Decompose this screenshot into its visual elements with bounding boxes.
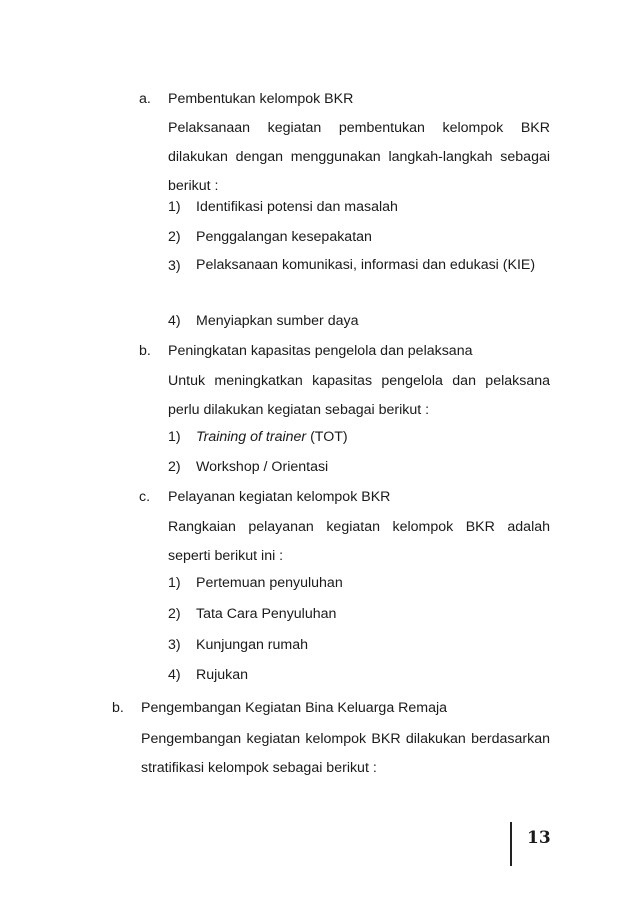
list-item-number: 2) (168, 459, 181, 475)
list-item: Tata Cara Penyuluhan (196, 606, 337, 622)
list-item: Identifikasi potensi dan masalah (196, 199, 398, 215)
section-a-title: Pembentukan kelompok BKR (168, 91, 354, 107)
section-a-marker: a. (139, 91, 151, 107)
list-item-number: 1) (168, 575, 181, 591)
section-b-marker: b. (139, 343, 151, 359)
list-item-italic: Training of trainer (196, 429, 307, 445)
list-item (196, 428, 348, 446)
list-item-rest: (TOT) (306, 429, 348, 445)
main-section-b-paragraph: Pengembangan kegiatan kelompok BKR dilakukan berdasarkan stratifikasi kelompok sebagai berikut : (141, 731, 550, 776)
section-b-paragraph: Untuk meningkatkan kapasitas pengelola dan pelaksana perlu dilakukan kegiatan sebagai berikut : (168, 373, 550, 418)
list-item: Kunjungan rumah (196, 637, 309, 653)
list-item-number: 2) (168, 606, 181, 622)
list-item: Workshop / Orientasi (196, 459, 329, 475)
list-item: Penggalangan kesepakatan (196, 229, 372, 245)
page-number: 13 (527, 828, 551, 848)
list-item: Pelaksanaan komunikasi, informasi dan edukasi (KIE) (196, 257, 536, 273)
page-number-divider (510, 822, 512, 866)
list-item-number: 1) (168, 429, 181, 445)
main-section-b-title: Pengembangan Kegiatan Bina Keluarga Remaja (141, 700, 448, 716)
section-b-title: Peningkatan kapasitas pengelola dan pelaksana (168, 343, 473, 359)
section-a-paragraph: Pelaksanaan kegiatan pembentukan kelompok BKR dilakukan dengan menggunakan langkah-langkah sebagai berikut : (168, 120, 550, 194)
list-item: Rujukan (196, 667, 249, 683)
section-c-title: Pelayanan kegiatan kelompok BKR (168, 489, 391, 505)
list-item-number: 3) (168, 258, 181, 274)
main-section-b-marker: b. (112, 700, 124, 716)
list-item-number: 1) (168, 199, 181, 215)
list-item: Menyiapkan sumber daya (196, 313, 359, 329)
list-item-number: 4) (168, 667, 181, 683)
list-item: Pertemuan penyuluhan (196, 575, 343, 591)
section-c-marker: c. (139, 489, 151, 505)
list-item-number: 2) (168, 229, 181, 245)
list-item-number: 3) (168, 637, 181, 653)
section-c-paragraph: Rangkaian pelayanan kegiatan kelompok BKR adalah seperti berikut ini : (168, 519, 550, 564)
list-item-number: 4) (168, 313, 181, 329)
